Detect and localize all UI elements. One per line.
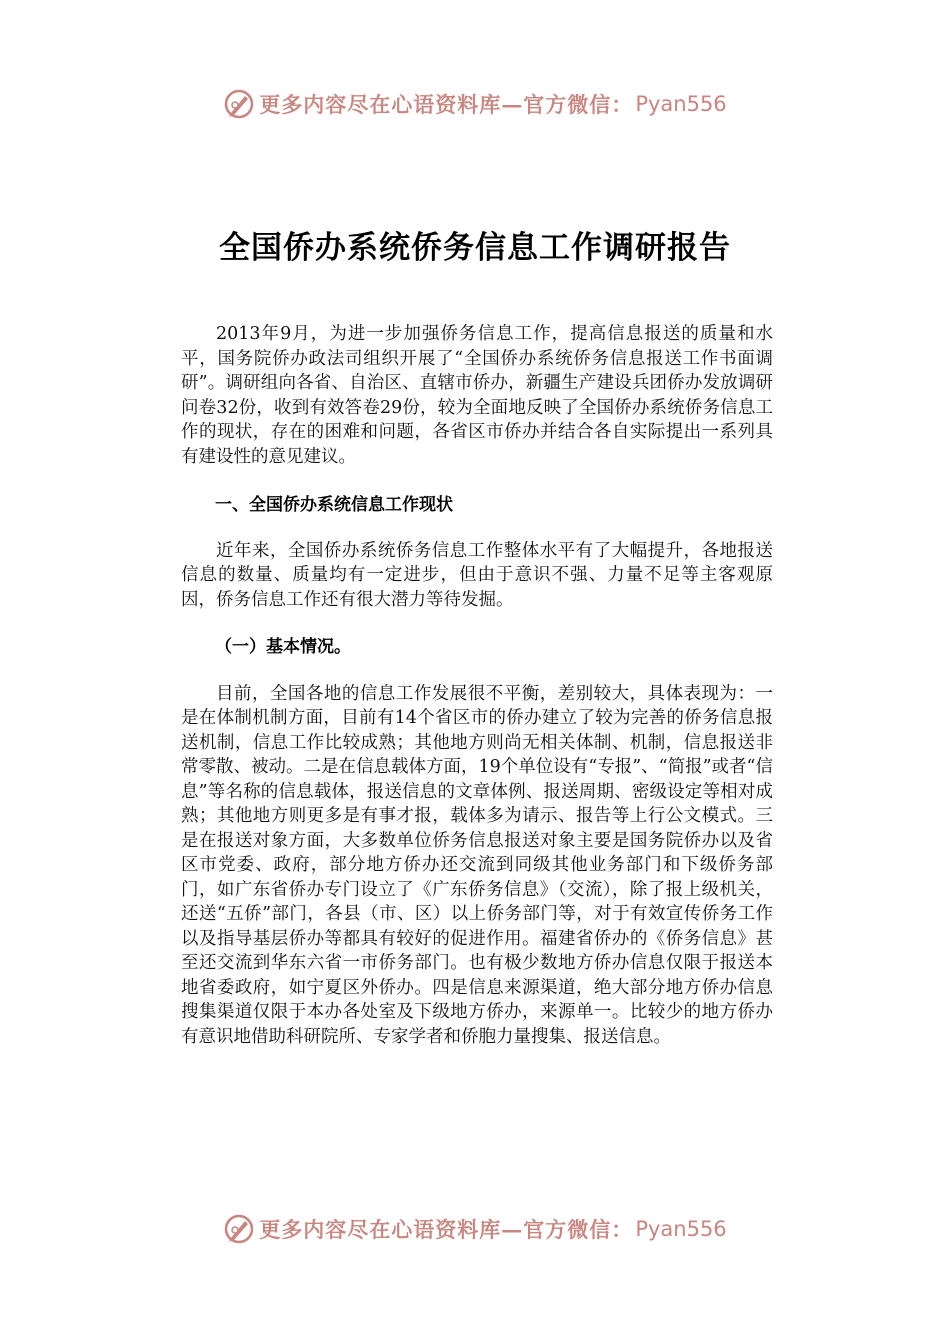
watermark-header (0, 84, 950, 124)
subsection-heading-1: （一）基本情况。 (215, 637, 351, 657)
intro-paragraph: 2013年9月，为进一步加强侨务信息工作，提高信息报送的质量和水平，国务院侨办政法司组织开展了“全国侨办系统侨务信息报送工作书面调研”。调研组向各省、自治区、直辖市侨办，新疆生产建设兵团侨办发放调研问卷32份，收到有效答卷29份，较为全面地反映了全国侨办系统侨务信息工作的现状，存在的困难和问题，各省区市侨办并结合各自实际提出一系列具有建设性的意见建议。 (181, 324, 773, 467)
section-heading-1: 一、全国侨办系统信息工作现状 (215, 495, 453, 515)
basic-situation-paragraph: 目前，全国各地的信息工作发展很不平衡，差别较大，具体表现为：一是在体制机制方面，目前有14个省区市的侨办建立了较为完善的侨务信息报送机制，信息工作比较成熟；其他地方则尚无相关体制、机制，信息报送非常零散、被动。二是在信息载体方面，19个单位设有“专报”、“简报”或者“信息”等名称的信息载体，报送信息的文章体例、报送周期、密级设定等相对成熟；其他地方则更多是有事才报，载体多为请示、报告等上行公文模式。三是在报送对象方面，大多数单位侨务信息报送对象主要是国务院侨办以及省区市党委、政府，部分地方侨办还交流到同级其他业务部门和下级侨务部门，如广东省侨办专门设立了《广东侨务信息》（交流），除了报上级机关，还送“五侨”部门，各县（市、区）以上侨务部门等，对于有效宣传侨务工作以及指导基层侨办等都具有较好的促进作用。福建省侨办的《侨务信息》甚至还交流到华东六省一市侨务部门。也有极少数地方侨办信息仅限于报送本地省委政府，如宁夏区外侨办。四是信息来源渠道，绝大部分地方侨办信息搜集渠道仅限于本办各处室及下级地方侨办，来源单一。比较少的地方侨办有意识地借助科研院所、专家学者和侨胞力量搜集、报送信息。 (181, 683, 773, 1047)
watermark-account: Pyan556 (635, 1217, 727, 1241)
document-title: 全国侨办系统侨务信息工作调研报告 (219, 230, 731, 266)
status-paragraph: 近年来，全国侨办系统侨务信息工作整体水平有了大幅提升，各地报送信息的数量、质量均有一定进步，但由于意识不强、力量不足等主客观原因，侨务信息工作还有很大潜力等待发掘。 (181, 540, 773, 610)
pen-logo-icon (223, 88, 255, 120)
watermark-text: 更多内容尽在心语资料库—官方微信： (259, 92, 634, 117)
watermark-footer (0, 1209, 950, 1249)
pen-logo-icon (223, 1213, 255, 1245)
watermark-text: 更多内容尽在心语资料库—官方微信： (259, 1217, 634, 1242)
document-body (181, 322, 773, 1049)
watermark-account: Pyan556 (635, 92, 727, 116)
